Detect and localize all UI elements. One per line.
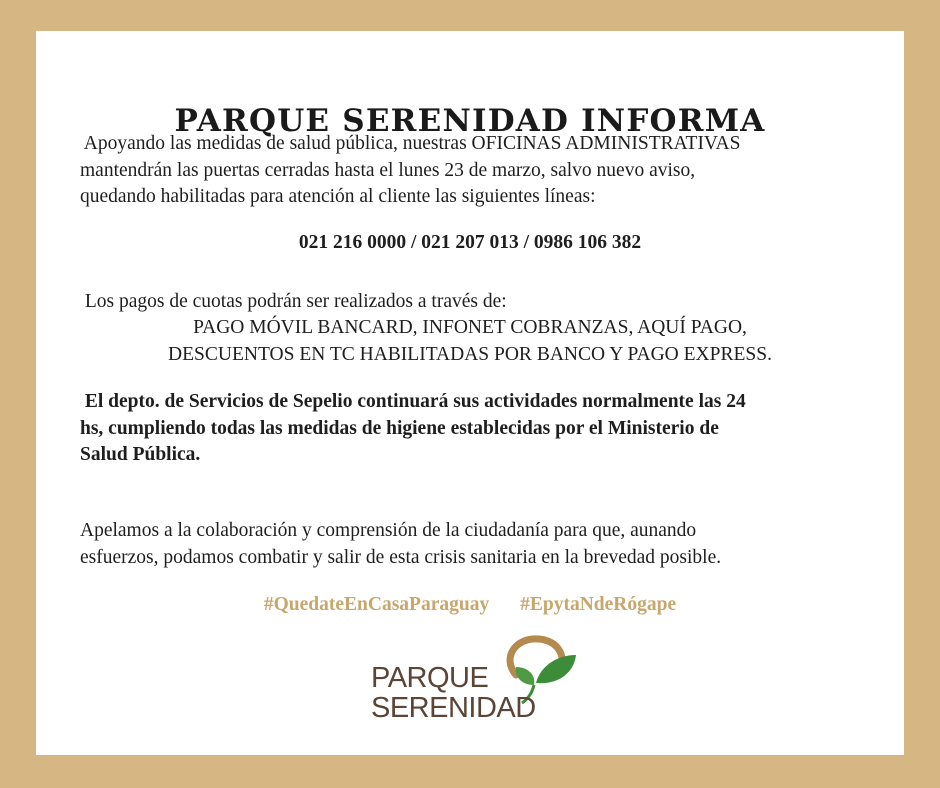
brand-logo [364, 619, 584, 731]
logo-text-line1: PARQUE [371, 662, 489, 694]
payments-intro: Los pagos de cuotas podrán ser realizados a través de: [80, 291, 507, 312]
hashtag-quedate: #QuedateEnCasaParaguay [263, 594, 490, 615]
hashtags [36, 594, 904, 616]
paragraph-offices: Apoyando las medidas de salud pública, nuestras OFICINAS ADMINISTRATIVAS mantendrán las puertas cerradas hasta el lunes 23 de marzo, salvo nuevo aviso, quedando habilitadas para atención al cliente las siguientes líneas: [80, 133, 741, 207]
paragraph-closing: Apelamos a la colaboración y comprensión de la ciudadanía para que, aunando esfuerzos, podamos combatir y salir de esta crisis sanitaria en la brevedad posible. [80, 520, 722, 568]
paragraph-sepelio: El depto. de Servicios de Sepelio continuará sus actividades normalmente las 24 hs, cumpliendo todas las medidas de higiene establecidas por el Ministerio de Salud Pública. [80, 391, 746, 465]
logo-text-line2: SERENIDAD [371, 692, 536, 724]
phone-numbers: 021 216 0000 / 021 207 013 / 0986 106 382 [298, 232, 642, 253]
page-title: PARQUE SERENIDAD INFORMA [174, 103, 766, 139]
payment-methods [36, 315, 904, 368]
payment-methods-line: PAGO MÓVIL BANCARD, INFONET COBRANZAS, AQUÍ PAGO, [193, 317, 747, 338]
hashtag-epyta: #EpytaNdeRógape [520, 594, 677, 615]
notice-card [36, 31, 904, 755]
payment-methods-line: DESCUENTOS EN TC HABILITADAS POR BANCO Y PAGO EXPRESS. [168, 343, 772, 365]
